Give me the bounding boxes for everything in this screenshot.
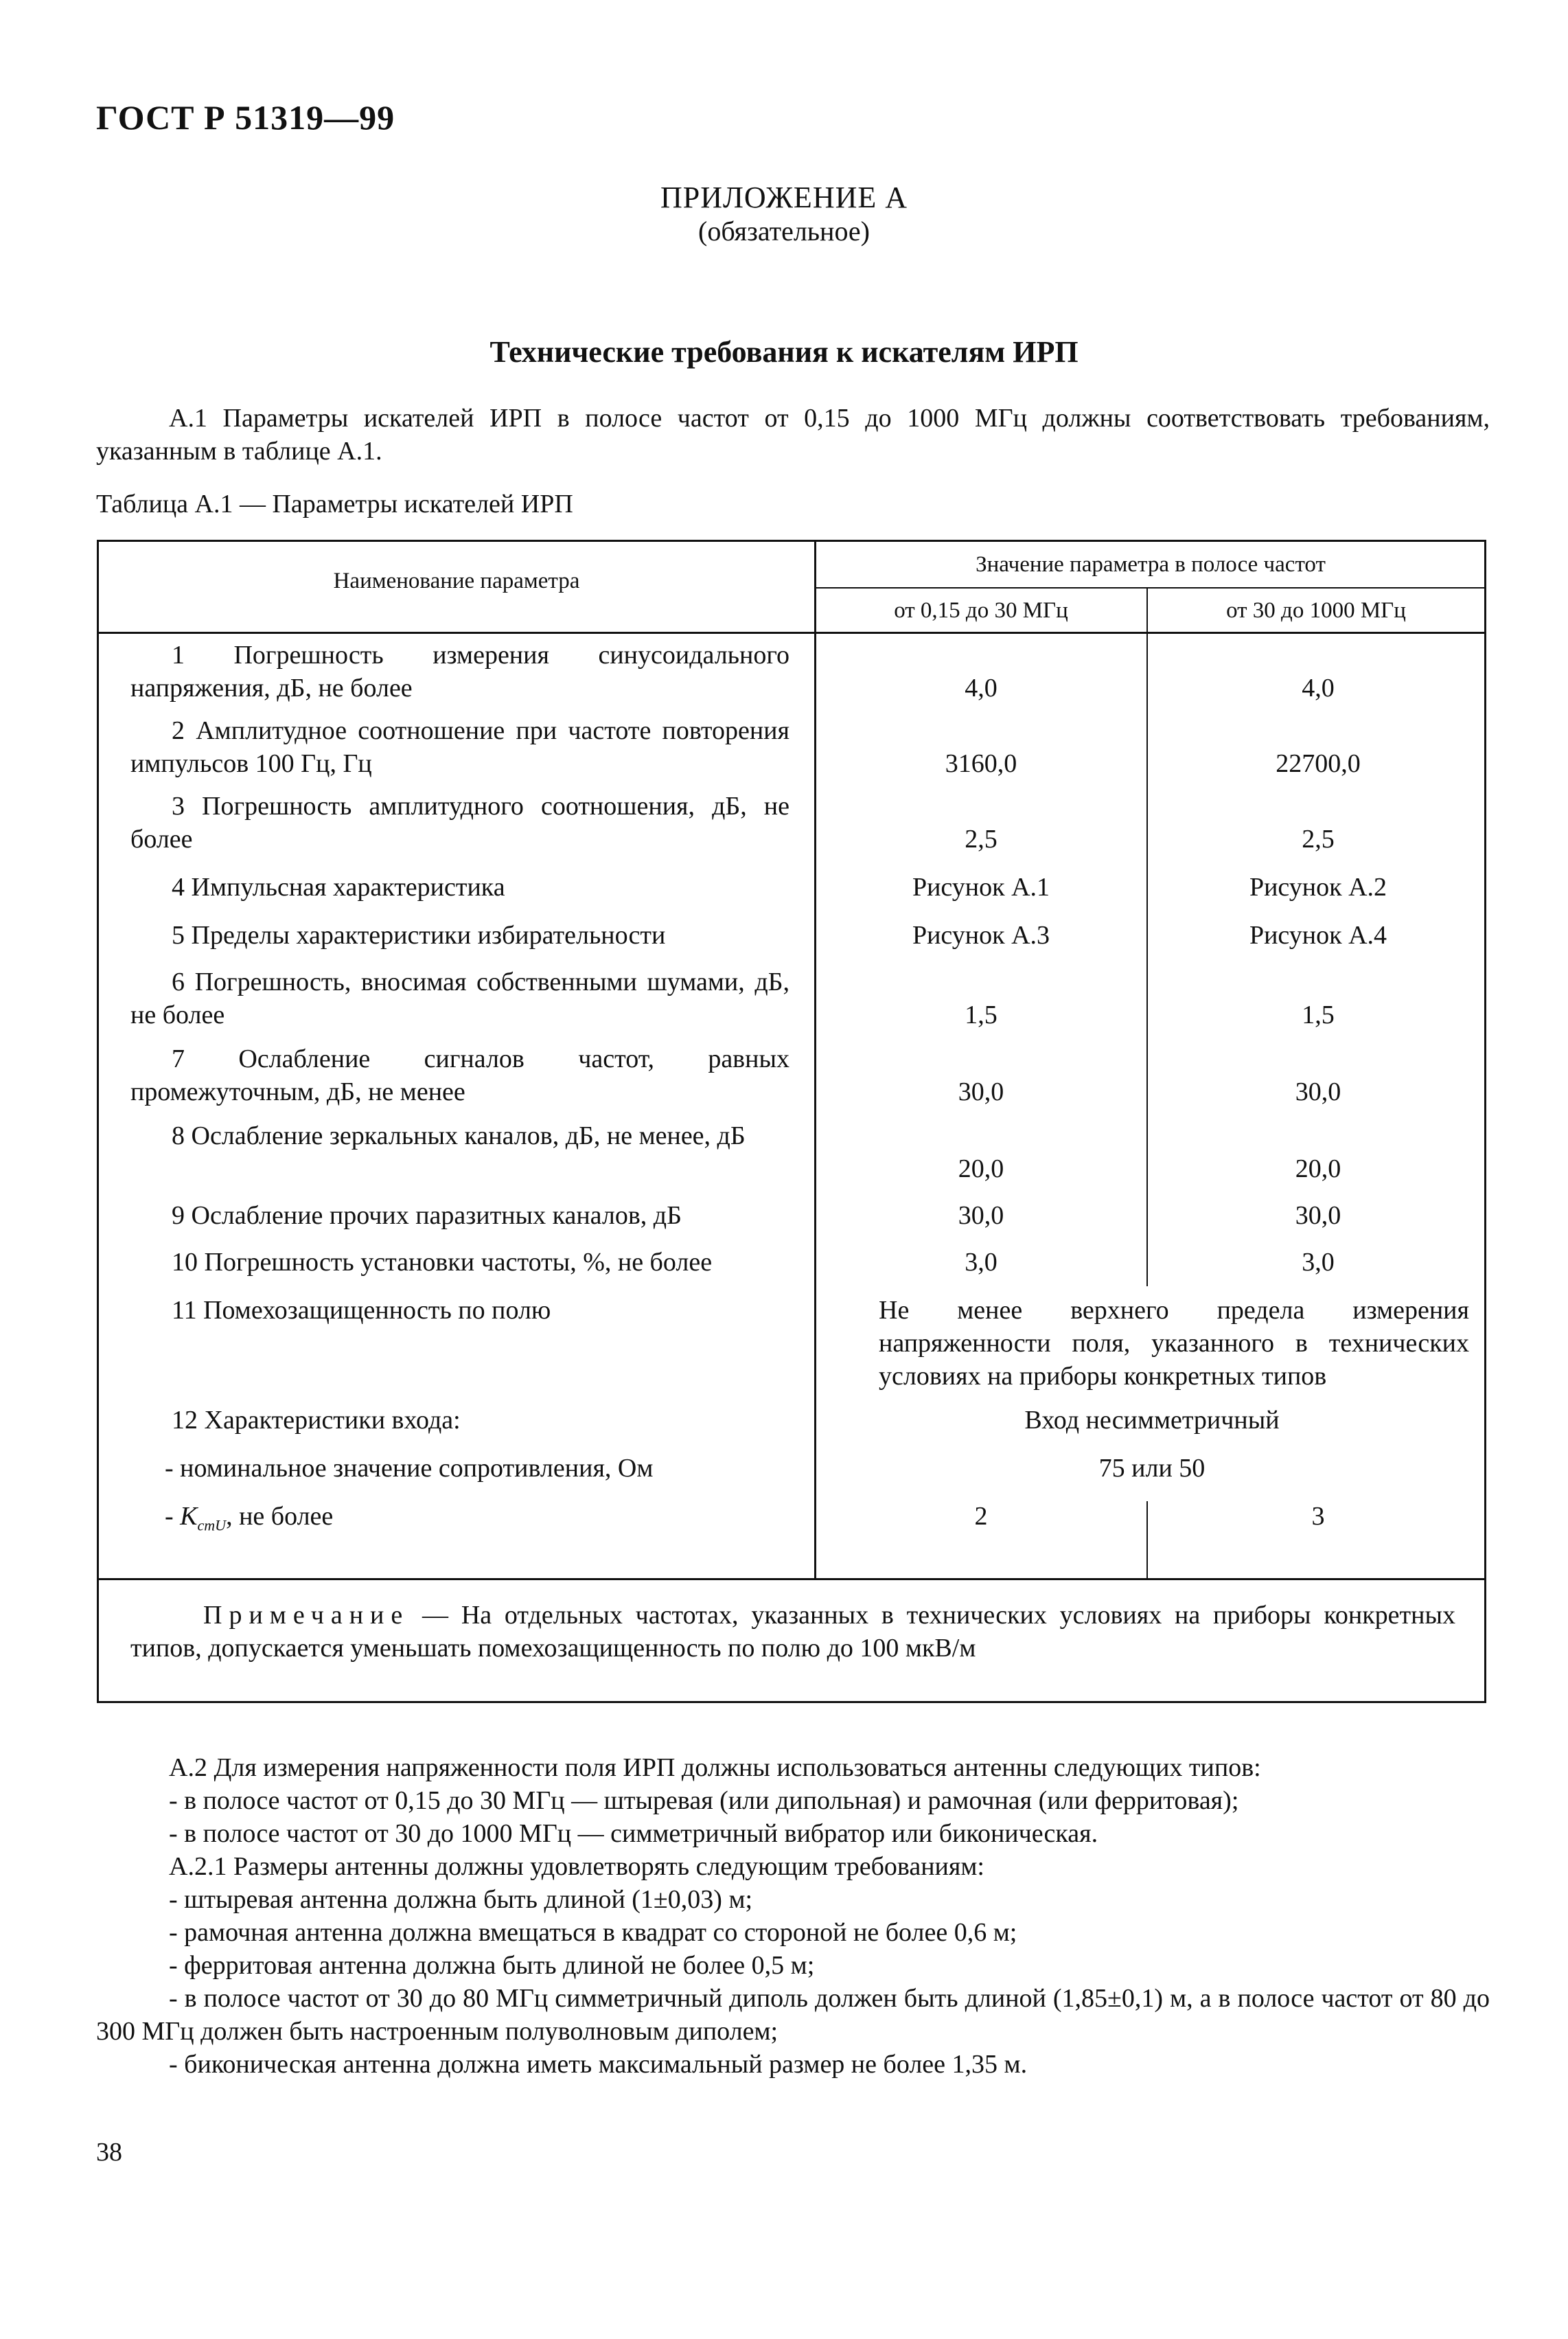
table-caption: Таблица А.1 — Параметры искателей ИРП bbox=[96, 490, 573, 518]
list-item: - в полосе частот от 30 до 80 МГц симметричный диполь должен быть длиной (1,85±0,1) м, а в полосе частот от 80 до 300 МГц должен быть настроенным полуволновым диполем; bbox=[96, 1984, 1490, 2046]
table-row-name: 7 Ослабление сигналов частот, равных промежуточным, дБ, не менее bbox=[130, 1045, 789, 1106]
table-row-value-span: Вход несимметричный bbox=[1024, 1406, 1280, 1435]
paragraph-a2: А.2 Для измерения напряженности поля ИРП должны использоваться антенны следующих типов: bbox=[169, 1753, 1261, 1782]
page-number: 38 bbox=[96, 2138, 122, 2167]
table-row-value-band2: 4,0 bbox=[1302, 674, 1335, 703]
header-band-2: от 30 до 1000 МГц bbox=[1226, 598, 1406, 623]
table-row-name: - номинальное значение сопротивления, Ом bbox=[165, 1454, 654, 1483]
table-row-value-band2: 3,0 bbox=[1302, 1248, 1335, 1277]
table-row-name: 4 Импульсная характеристика bbox=[172, 873, 505, 902]
name-prefix: - bbox=[165, 1502, 181, 1531]
table-row-value-band2: 1,5 bbox=[1302, 1001, 1335, 1029]
table-divider-note bbox=[97, 1578, 1486, 1580]
header-parameter-name: Наименование параметра bbox=[333, 569, 580, 593]
table-row-name: 11 Помехозащищенность по полю bbox=[172, 1296, 551, 1325]
table-row-name: 5 Пределы характеристики избирательности bbox=[172, 921, 666, 950]
list-item: - рамочная антенна должна вмещаться в квадрат со стороной не более 0,6 м; bbox=[169, 1918, 1017, 1947]
table-border-top bbox=[97, 540, 1486, 542]
table-row-name: 9 Ослабление прочих паразитных каналов, дБ bbox=[172, 1201, 682, 1230]
table-row-value-span: 75 или 50 bbox=[1098, 1454, 1206, 1483]
table-row-value-band1: Рисунок А.3 bbox=[912, 921, 1050, 950]
table-note bbox=[130, 1599, 1455, 1665]
paragraph-a1: А.1 Параметры искателей ИРП в полосе частот от 0,15 до 1000 МГц должны соответствовать требованиям, указанным в таблице А.1. bbox=[96, 404, 1490, 466]
table-row-name: 1 Погрешность измерения синусоидального напряжения, дБ, не более bbox=[130, 641, 789, 703]
table-row-value-band2: 2,5 bbox=[1302, 825, 1335, 854]
table-row-value-band1: 30,0 bbox=[958, 1201, 1004, 1230]
section-title: Технические требования к искателям ИРП bbox=[489, 335, 1079, 369]
name-suffix: , не более bbox=[226, 1502, 334, 1531]
table-row-name: 10 Погрешность установки частоты, %, не более bbox=[172, 1248, 713, 1277]
table-row-value-band2: 30,0 bbox=[1295, 1077, 1341, 1106]
table-row-value-band1: 2 bbox=[974, 1502, 988, 1531]
appendix-status: (обязательное) bbox=[698, 216, 870, 247]
table-row-value-span: Не менее верхнего предела измерения напряженности поля, указанного в технических условиях на приборы конкретных типов bbox=[879, 1296, 1469, 1391]
table-row-name: 2 Амплитудное соотношение при частоте повторения импульсов 100 Гц, Гц bbox=[130, 716, 789, 778]
header-parameter-value: Значение параметра в полосе частот bbox=[976, 552, 1326, 577]
table-row-value-band2: 3 bbox=[1311, 1502, 1325, 1531]
vswr-symbol: K bbox=[180, 1502, 198, 1531]
list-item: - ферритовая антенна должна быть длиной не более 0,5 м; bbox=[169, 1951, 815, 1980]
table-row-value-band1: 20,0 bbox=[958, 1154, 1004, 1183]
table-border-left bbox=[97, 540, 99, 1703]
document-code: ГОСТ Р 51319—99 bbox=[96, 98, 395, 137]
table-border-bottom bbox=[97, 1701, 1486, 1703]
note-label: Примечание bbox=[203, 1601, 410, 1630]
table-row-name: 3 Погрешность амплитудного соотношения, дБ, не более bbox=[130, 792, 789, 854]
table-row-value-band1: 3160,0 bbox=[945, 749, 1017, 778]
table-row-value-band2: Рисунок А.4 bbox=[1249, 921, 1387, 950]
table-row-value-band1: Рисунок А.1 bbox=[912, 873, 1050, 902]
list-item: - биконическая антенна должна иметь максимальный размер не более 1,35 м. bbox=[169, 2050, 1028, 2079]
vswr-subscript: стU bbox=[197, 1516, 227, 1534]
table-row-value-band1: 30,0 bbox=[958, 1077, 1004, 1106]
table-row-value-band2: 22700,0 bbox=[1276, 749, 1361, 778]
table-row-value-band2: Рисунок А.2 bbox=[1249, 873, 1387, 902]
table-row-value-band1: 4,0 bbox=[965, 674, 998, 703]
appendix-title: ПРИЛОЖЕНИЕ А bbox=[660, 181, 908, 214]
list-item: - штыревая антенна должна быть длиной (1±0,03) м; bbox=[169, 1885, 753, 1914]
table-row-value-band2: 30,0 bbox=[1295, 1201, 1341, 1230]
table-row-value-band1: 1,5 bbox=[965, 1001, 998, 1029]
table-column-divider-band-upper bbox=[1146, 632, 1148, 1286]
table-row-name bbox=[130, 1500, 789, 1542]
table-row-name: 6 Погрешность, вносимая собственными шумами, дБ, не более bbox=[130, 968, 789, 1029]
table-row-name: 12 Характеристики входа: bbox=[172, 1406, 461, 1435]
table-divider-header bbox=[97, 632, 1486, 634]
table-row-value-band2: 20,0 bbox=[1295, 1154, 1341, 1183]
table-row-value-band1: 3,0 bbox=[965, 1248, 998, 1277]
paragraph-a21: А.2.1 Размеры антенны должны удовлетворять следующим требованиям: bbox=[169, 1852, 984, 1881]
table-row-name: 8 Ослабление зеркальных каналов, дБ, не менее, дБ bbox=[172, 1121, 746, 1150]
list-item: - в полосе частот от 0,15 до 30 МГц — штыревая (или дипольная) и рамочная (или ферритовая); bbox=[169, 1786, 1239, 1815]
note-text: — На отдельных частотах, указанных в технических условиях на приборы конкретных типов, допускается уменьшать помехозащищенность по полю до 100 мкВ/м bbox=[130, 1601, 1455, 1663]
table-row-value-band1: 2,5 bbox=[965, 825, 998, 854]
table-divider-header-sub bbox=[814, 587, 1486, 589]
header-band-1: от 0,15 до 30 МГц bbox=[894, 598, 1068, 623]
list-item: - в полосе частот от 30 до 1000 МГц — симметричный вибратор или биконическая. bbox=[169, 1819, 1098, 1848]
